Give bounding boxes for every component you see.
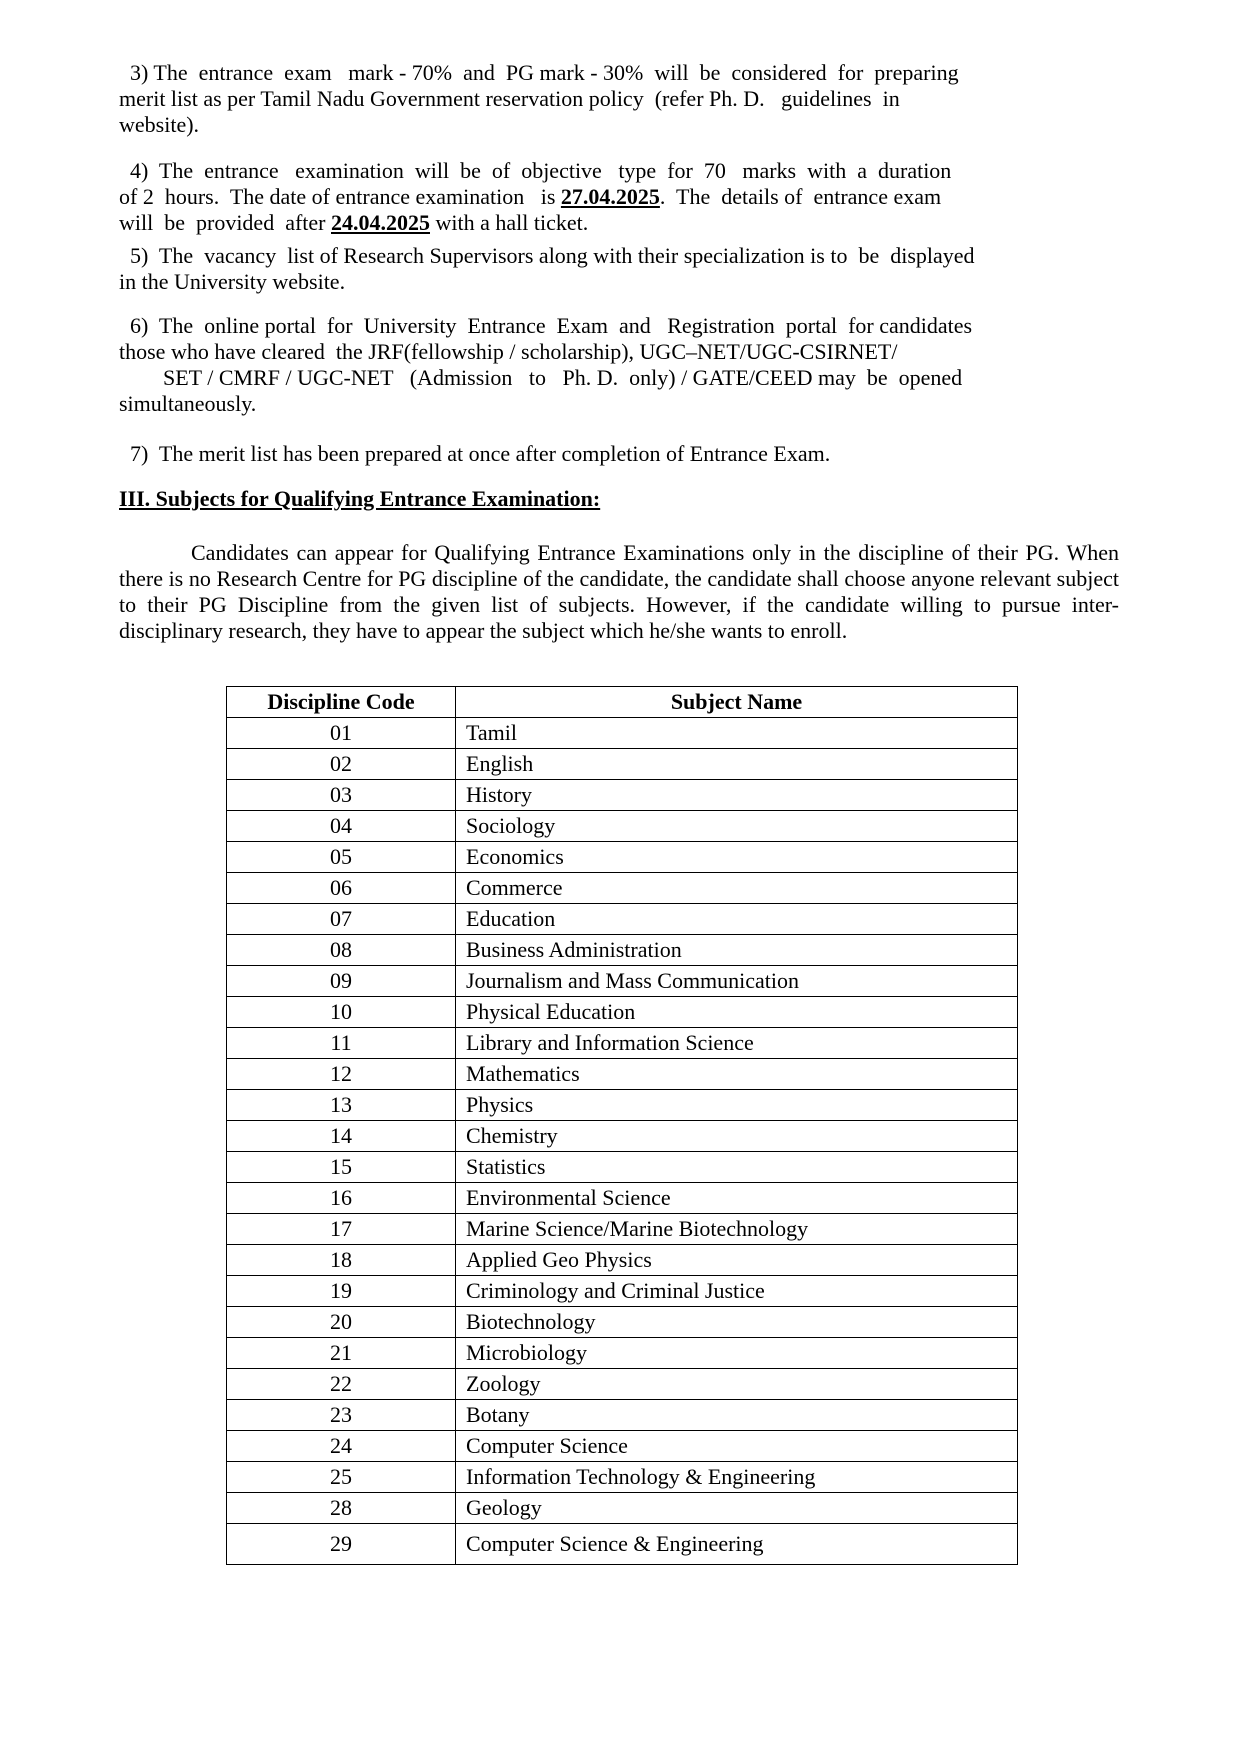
discipline-code-cell: 18 <box>227 1245 456 1276</box>
discipline-code-cell: 23 <box>227 1400 456 1431</box>
discipline-code-cell: 12 <box>227 1059 456 1090</box>
point-6-line-1: 6) The online portal for University Entrance Exam and Registration portal for candidates <box>119 313 973 338</box>
table-row <box>227 780 1018 811</box>
discipline-code-cell: 15 <box>227 1152 456 1183</box>
point-7-line-1: 7) The merit list has been prepared at once after completion of Entrance Exam. <box>119 441 831 466</box>
table-row <box>227 1214 1018 1245</box>
point-4-line-3-post: with a hall ticket. <box>430 210 589 235</box>
subject-name-cell: Education <box>456 904 1018 935</box>
subject-name-cell: Economics <box>456 842 1018 873</box>
subject-name-cell: Journalism and Mass Communication <box>456 966 1018 997</box>
discipline-code-cell: 19 <box>227 1276 456 1307</box>
subject-name-cell: Sociology <box>456 811 1018 842</box>
point-6 <box>119 313 1119 417</box>
discipline-code-cell: 08 <box>227 935 456 966</box>
subject-name-cell: Marine Science/Marine Biotechnology <box>456 1214 1018 1245</box>
discipline-code-cell: 17 <box>227 1214 456 1245</box>
table-row <box>227 718 1018 749</box>
discipline-code-cell: 21 <box>227 1338 456 1369</box>
discipline-code-cell: 28 <box>227 1493 456 1524</box>
point-3-line-2: merit list as per Tamil Nadu Government reservation policy (refer Ph. D. guidelines in <box>119 86 900 111</box>
table-row <box>227 1028 1018 1059</box>
point-4-line-1: 4) The entrance examination will be of objective type for 70 marks with a duration <box>119 158 952 183</box>
discipline-code-cell: 25 <box>227 1462 456 1493</box>
header-discipline-code: Discipline Code <box>227 687 456 718</box>
subject-name-cell: English <box>456 749 1018 780</box>
subject-name-cell: Geology <box>456 1493 1018 1524</box>
table-row <box>227 904 1018 935</box>
table-row <box>227 811 1018 842</box>
table-row <box>227 1307 1018 1338</box>
subject-name-cell: Applied Geo Physics <box>456 1245 1018 1276</box>
discipline-code-cell: 02 <box>227 749 456 780</box>
header-subject-name: Subject Name <box>456 687 1018 718</box>
point-3-line-3: website). <box>119 112 200 137</box>
discipline-code-cell: 03 <box>227 780 456 811</box>
point-3-line-1: 3) The entrance exam mark - 70% and PG mark - 30% will be considered for preparing <box>119 60 959 85</box>
discipline-code-cell: 13 <box>227 1090 456 1121</box>
subject-name-cell: Statistics <box>456 1152 1018 1183</box>
discipline-code-cell: 06 <box>227 873 456 904</box>
table-row <box>227 997 1018 1028</box>
subject-name-cell: Criminology and Criminal Justice <box>456 1276 1018 1307</box>
subject-name-cell: Botany <box>456 1400 1018 1431</box>
discipline-code-cell: 14 <box>227 1121 456 1152</box>
subject-name-cell: Mathematics <box>456 1059 1018 1090</box>
table-row <box>227 1462 1018 1493</box>
table-row <box>227 1400 1018 1431</box>
table-row <box>227 873 1018 904</box>
point-6-line-4: simultaneously. <box>119 391 257 416</box>
table-row <box>227 1369 1018 1400</box>
point-5-line-1: 5) The vacancy list of Research Supervisors along with their specialization is to be displayed <box>119 243 975 268</box>
section-heading: III. Subjects for Qualifying Entrance Examination: <box>119 486 601 511</box>
subject-name-cell: Zoology <box>456 1369 1018 1400</box>
subject-name-cell: Computer Science <box>456 1431 1018 1462</box>
table-row <box>227 1245 1018 1276</box>
table-row <box>227 842 1018 873</box>
point-3 <box>119 60 1119 138</box>
point-4 <box>119 158 1119 236</box>
subject-name-cell: Microbiology <box>456 1338 1018 1369</box>
subject-name-cell: Business Administration <box>456 935 1018 966</box>
discipline-code-cell: 20 <box>227 1307 456 1338</box>
point-4-line-2 <box>119 184 1119 210</box>
point-7 <box>119 441 1119 467</box>
table-row <box>227 1431 1018 1462</box>
discipline-code-cell: 04 <box>227 811 456 842</box>
table-header-row <box>227 687 1018 718</box>
point-6-line-3: SET / CMRF / UGC-NET (Admission to Ph. D. only) / GATE/CEED may be opened <box>119 365 963 390</box>
table-row <box>227 749 1018 780</box>
point-5 <box>119 243 1119 295</box>
discipline-code-cell: 16 <box>227 1183 456 1214</box>
table-row <box>227 1059 1018 1090</box>
subjects-table <box>226 686 1018 1565</box>
intro-paragraph <box>119 540 1119 644</box>
subject-name-cell: Physical Education <box>456 997 1018 1028</box>
point-4-line-3 <box>119 210 1119 236</box>
table-row <box>227 1090 1018 1121</box>
subject-name-cell: Environmental Science <box>456 1183 1018 1214</box>
hall-ticket-date: 24.04.2025 <box>331 210 430 235</box>
subject-name-cell: Biotechnology <box>456 1307 1018 1338</box>
point-4-line-2-post: . The details of entrance exam <box>659 184 942 209</box>
discipline-code-cell: 29 <box>227 1524 456 1565</box>
point-4-line-3-pre: will be provided after <box>119 210 331 235</box>
table-row <box>227 1276 1018 1307</box>
subject-name-cell: Information Technology & Engineering <box>456 1462 1018 1493</box>
subjects-table-body <box>227 718 1018 1565</box>
table-row <box>227 935 1018 966</box>
table-row <box>227 966 1018 997</box>
discipline-code-cell: 09 <box>227 966 456 997</box>
table-row <box>227 1121 1018 1152</box>
intro-text: Candidates can appear for Qualifying Entrance Examinations only in the discipline of their PG. When there is no Research Centre for PG discipline of the candidate, the candidate shall choose anyone relevant subject to their PG Discipline from the given list of subjects. However, if the candidate willing to pursue inter-disciplinary research, they have to appear the subject which he/she wants to enroll. <box>119 540 1119 643</box>
subject-name-cell: Tamil <box>456 718 1018 749</box>
discipline-code-cell: 10 <box>227 997 456 1028</box>
discipline-code-cell: 24 <box>227 1431 456 1462</box>
table-row <box>227 1338 1018 1369</box>
subject-name-cell: Computer Science & Engineering <box>456 1524 1018 1565</box>
subject-name-cell: Library and Information Science <box>456 1028 1018 1059</box>
discipline-code-cell: 01 <box>227 718 456 749</box>
point-5-line-2: in the University website. <box>119 269 346 294</box>
subject-name-cell: Physics <box>456 1090 1018 1121</box>
point-6-line-2: those who have cleared the JRF(fellowship / scholarship), UGC–NET/UGC-CSIRNET/ <box>119 339 898 364</box>
table-row <box>227 1493 1018 1524</box>
exam-date: 27.04.2025 <box>560 184 660 209</box>
table-row <box>227 1152 1018 1183</box>
subject-name-cell: Chemistry <box>456 1121 1018 1152</box>
discipline-code-cell: 22 <box>227 1369 456 1400</box>
discipline-code-cell: 11 <box>227 1028 456 1059</box>
subject-name-cell: History <box>456 780 1018 811</box>
discipline-code-cell: 05 <box>227 842 456 873</box>
point-4-line-2-pre: of 2 hours. The date of entrance examination is <box>119 184 561 209</box>
table-row <box>227 1524 1018 1565</box>
discipline-code-cell: 07 <box>227 904 456 935</box>
subject-name-cell: Commerce <box>456 873 1018 904</box>
table-row <box>227 1183 1018 1214</box>
